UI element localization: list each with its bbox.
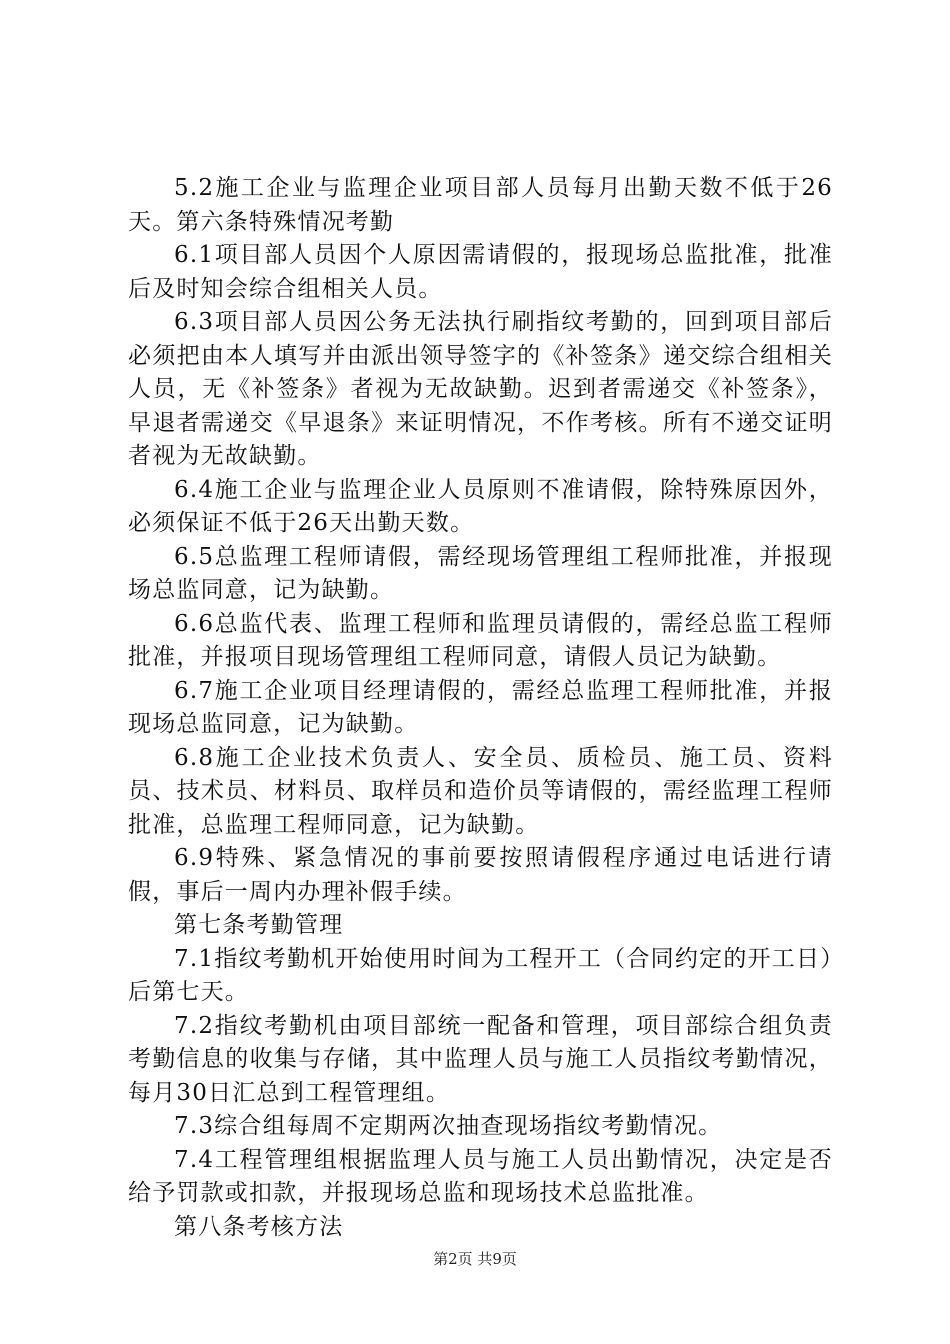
paragraph-5-2: 5.2施工企业与监理企业项目部人员每月出勤天数不低于26天。第六条特殊情况考勤 [128, 175, 833, 235]
document-body [128, 172, 833, 1244]
paragraph-7-3: 7.3综合组每周不定期两次抽查现场指纹考勤情况。 [174, 1113, 723, 1139]
paragraph-6-5: 6.5总监理工程师请假，需经现场管理组工程师批准，并报现场总监同意，记为缺勤。 [128, 543, 833, 603]
page-number: 第2页 共9页 [433, 1250, 517, 1268]
paragraph-6-6: 6.6总监代表、监理工程师和监理员请假的，需经总监工程师批准，并报项目现场管理组工程师同意，请假人员记为缺勤。 [128, 610, 833, 670]
paragraph-7-1: 7.1指纹考勤机开始使用时间为工程开工（合同约定的开工日）后第七天。 [128, 945, 833, 1005]
paragraph-6-4: 6.4施工企业与监理企业人员原则不准请假，除特殊原因外，必须保证不低于26天出勤天数。 [128, 476, 833, 536]
section-heading-article-7: 第七条考勤管理 [174, 912, 344, 938]
paragraph-6-3: 6.3项目部人员因公务无法执行刷指纹考勤的，回到项目部后必须把由本人填写并由派出领导签字的《补签条》递交综合组相关人员，无《补签条》者视为无故缺勤。迟到者需递交《补签条》，早退者需递交《早退条》来证明情况，不作考核。所有不递交证明者视为无故缺勤。 [128, 309, 833, 469]
paragraph-6-8: 6.8施工企业技术负责人、安全员、质检员、施工员、资料员、技术员、材料员、取样员和造价员等请假的，需经监理工程师批准，总监理工程师同意，记为缺勤。 [128, 744, 833, 838]
section-heading-article-8: 第八条考核方法 [174, 1213, 344, 1240]
page-footer [0, 1248, 950, 1269]
paragraph-7-4: 7.4工程管理组根据监理人员与施工人员出勤情况，决定是否给予罚款或扣款，并报现场总监和现场技术总监批准。 [128, 1146, 833, 1206]
paragraph-7-2: 7.2指纹考勤机由项目部统一配备和管理，项目部综合组负责考勤信息的收集与存储，其中监理人员与施工人员指纹考勤情况，每月30日汇总到工程管理组。 [128, 1012, 833, 1106]
paragraph-6-9: 6.9特殊、紧急情况的事前要按照请假程序通过电话进行请假，事后一周内办理补假手续。 [128, 845, 833, 905]
paragraph-6-7: 6.7施工企业项目经理请假的，需经总监理工程师批准，并报现场总监同意，记为缺勤。 [128, 677, 833, 737]
paragraph-6-1: 6.1项目部人员因个人原因需请假的，报现场总监批准，批准后及时知会综合组相关人员。 [128, 242, 833, 302]
